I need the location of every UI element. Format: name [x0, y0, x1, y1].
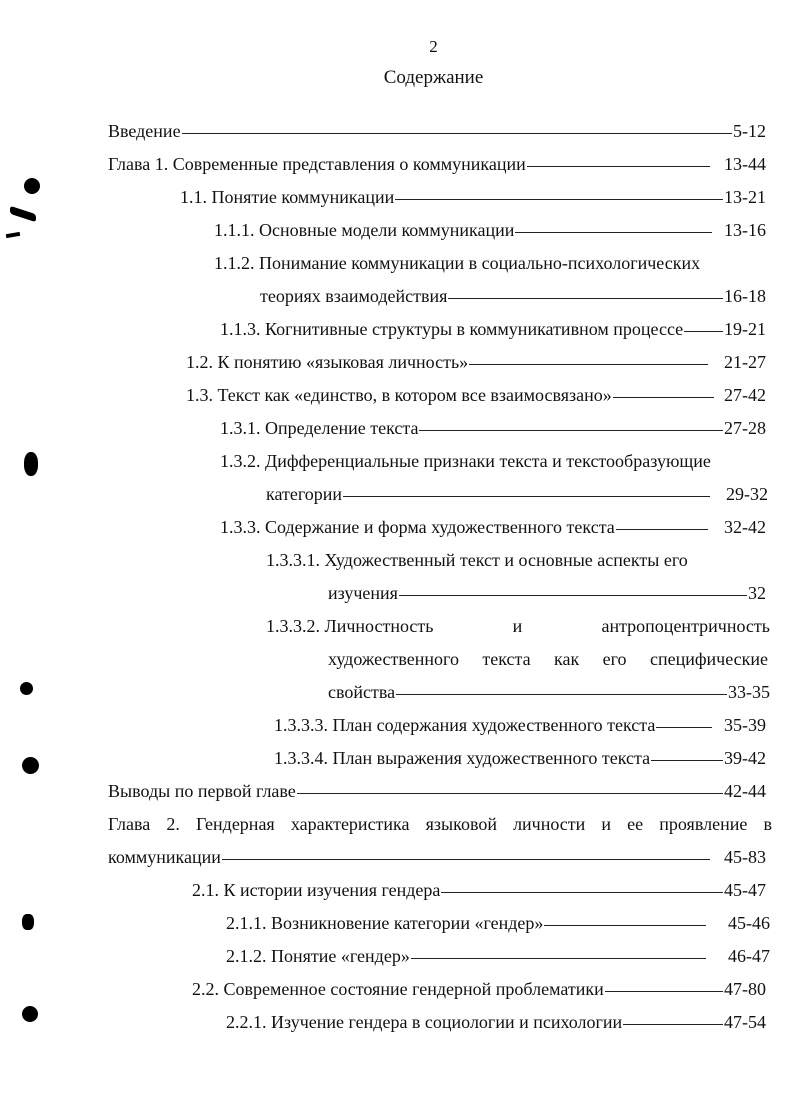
toc-pages: 32-42: [724, 517, 766, 537]
toc-word: Гендерная: [196, 814, 275, 834]
punch-hole-mark: [20, 682, 33, 695]
toc-entry-1-3-3-3: [274, 714, 766, 736]
toc-entry-1-2: [186, 351, 766, 373]
toc-leader: [343, 496, 710, 497]
toc-word: и: [512, 616, 523, 636]
toc-leader: [515, 232, 712, 233]
toc-pages: 45-46: [728, 913, 770, 933]
toc-label: 1.3. Текст как «единство, в котором все взаимосвязано»: [186, 385, 612, 405]
toc-pages: 19-21: [724, 319, 766, 339]
toc-label: 1.1.1. Основные модели коммуникации: [214, 220, 515, 240]
toc-word: Глава: [108, 814, 151, 834]
toc-pages: 27-28: [724, 418, 766, 438]
toc-label: Выводы по первой главе: [108, 781, 296, 801]
punch-hole-mark: [24, 452, 38, 476]
toc-leader: [616, 529, 708, 530]
toc-pages: 33-35: [728, 682, 770, 702]
toc-leader: [399, 595, 747, 596]
toc-label: 2.2. Современное состояние гендерной проблематики: [192, 979, 604, 999]
toc-leader: [623, 1024, 723, 1025]
toc-entry-1-3-3-2: [266, 615, 770, 637]
toc-leader: [469, 364, 708, 365]
toc-entry-1-3-1: [220, 417, 766, 439]
toc-entry-2-1-1: [226, 912, 770, 934]
toc-pages: 13-16: [724, 220, 766, 240]
toc-entry-introduction: [108, 120, 766, 142]
toc-entry-1-1-2: 1.1.2. Понимание коммуникации в социально-психологических: [214, 253, 701, 273]
toc-leader: [651, 760, 723, 761]
toc-pages: 46-47: [728, 946, 770, 966]
toc-entry-1-3-3-2-continuation-2: [328, 681, 770, 703]
toc-entry-1-1: [180, 186, 766, 208]
toc-word: 1.3.3.2. Личностность: [266, 616, 434, 636]
toc-entry-1-3-3-2-continuation: [328, 648, 768, 670]
toc-word: текста: [482, 649, 531, 669]
punch-hole-mark: [22, 914, 34, 930]
toc-entry-1-3-2: 1.3.2. Дифференциальные признаки текста и текстообразующие: [220, 451, 711, 471]
toc-entry-1-3-3: [220, 516, 766, 538]
toc-word: специфические: [649, 649, 768, 669]
toc-label: 1.2. К понятию «языковая личность»: [186, 352, 469, 372]
toc-label: Введение: [108, 121, 181, 141]
toc-pages: 47-80: [724, 979, 766, 999]
toc-leader: [684, 331, 723, 332]
toc-entry-1-3-3-4: [274, 747, 766, 769]
toc-pages: 45-47: [724, 880, 766, 900]
toc-word: 2.: [166, 814, 180, 834]
toc-entry-chapter-2-continuation: [108, 846, 766, 868]
punch-hole-mark: [22, 757, 39, 774]
toc-word: антропоцентричность: [601, 616, 770, 636]
punch-hole-mark: [24, 178, 40, 194]
toc-word: характеристика: [290, 814, 410, 834]
toc-entry-1-1-3: [220, 318, 766, 340]
toc-label: 1.1.3. Когнитивные структуры в коммуникативном процессе: [220, 319, 684, 339]
toc-leader: [411, 958, 706, 959]
toc-entry-1-3-2-continuation: [266, 483, 768, 505]
toc-label: 2.2.1. Изучение гендера в социологии и психологии: [226, 1012, 623, 1032]
toc-label: Глава 1. Современные представления о коммуникации: [108, 154, 526, 174]
toc-pages: 35-39: [724, 715, 766, 735]
toc-leader: [441, 892, 723, 893]
toc-word: личности: [513, 814, 586, 834]
toc-word: в: [763, 814, 772, 834]
toc-pages: 45-83: [724, 847, 766, 867]
toc-label: изучения: [328, 583, 398, 603]
toc-entry-chapter-2: [108, 813, 772, 835]
toc-pages: 47-54: [724, 1012, 766, 1032]
toc-entry-2-2-1: [226, 1011, 766, 1033]
toc-label: 1.3.3.4. План выражения художественного текста: [274, 748, 651, 768]
toc-label: 1.3.3. Содержание и форма художественного текста: [220, 517, 615, 537]
toc-entry-1-1-1: [214, 219, 766, 241]
toc-word: его: [602, 649, 627, 669]
toc-pages: 13-44: [724, 154, 766, 174]
toc-pages: 16-18: [724, 286, 766, 306]
toc-word: художественного: [328, 649, 459, 669]
toc-entry-conclusions-1: [108, 780, 766, 802]
scan-smudge-mark: [10, 206, 36, 222]
toc-leader: [448, 298, 723, 299]
toc-pages: 42-44: [724, 781, 766, 801]
toc-label: 2.1. К истории изучения гендера: [192, 880, 441, 900]
toc-entry-1-3: [186, 384, 766, 406]
toc-word: языковой: [425, 814, 497, 834]
toc-word: и: [601, 814, 612, 834]
toc-label: коммуникации: [108, 847, 221, 867]
toc-word: ее: [627, 814, 644, 834]
toc-pages: 5-12: [733, 121, 766, 141]
toc-leader: [656, 727, 712, 728]
scan-smudge-mark: [6, 232, 20, 238]
toc-label: свойства: [328, 682, 396, 702]
toc-leader: [613, 397, 714, 398]
page-title: Содержание: [383, 67, 484, 88]
toc-label: 2.1.1. Возникновение категории «гендер»: [226, 913, 544, 933]
toc-label: теориях взаимодействия: [260, 286, 448, 306]
toc-label: категории: [266, 484, 343, 504]
toc-pages: 39-42: [724, 748, 766, 768]
toc-leader: [395, 199, 723, 200]
toc-entry-1-3-3-1-continuation: [328, 582, 766, 604]
toc-pages: 32: [748, 583, 766, 603]
toc-word: проявление: [659, 814, 748, 834]
toc-label: 1.3.3.3. План содержания художественного текста: [274, 715, 656, 735]
toc-pages: 27-42: [724, 385, 766, 405]
toc-leader: [419, 430, 723, 431]
toc-word: как: [554, 649, 580, 669]
toc-entry-chapter-1: [108, 153, 766, 175]
page-number: 2: [429, 37, 438, 56]
toc-leader: [222, 859, 710, 860]
toc-leader: [396, 694, 727, 695]
toc-leader: [605, 991, 723, 992]
toc-pages: 29-32: [726, 484, 768, 504]
toc-leader: [297, 793, 723, 794]
toc-label: 1.1. Понятие коммуникации: [180, 187, 395, 207]
toc-pages: 13-21: [724, 187, 766, 207]
toc-entry-2-2: [192, 978, 766, 1000]
toc-entry-1-3-3-1: 1.3.3.1. Художественный текст и основные аспекты его: [266, 550, 688, 570]
toc-label: 2.1.2. Понятие «гендер»: [226, 946, 410, 966]
toc-leader: [527, 166, 710, 167]
punch-hole-mark: [22, 1006, 38, 1022]
toc-pages: 21-27: [724, 352, 766, 372]
toc-label: 1.3.1. Определение текста: [220, 418, 419, 438]
toc-leader: [544, 925, 706, 926]
toc-entry-2-1: [192, 879, 766, 901]
toc-leader: [182, 133, 732, 134]
toc-entry-2-1-2: [226, 945, 770, 967]
toc-entry-1-1-2-continuation: [260, 285, 766, 307]
